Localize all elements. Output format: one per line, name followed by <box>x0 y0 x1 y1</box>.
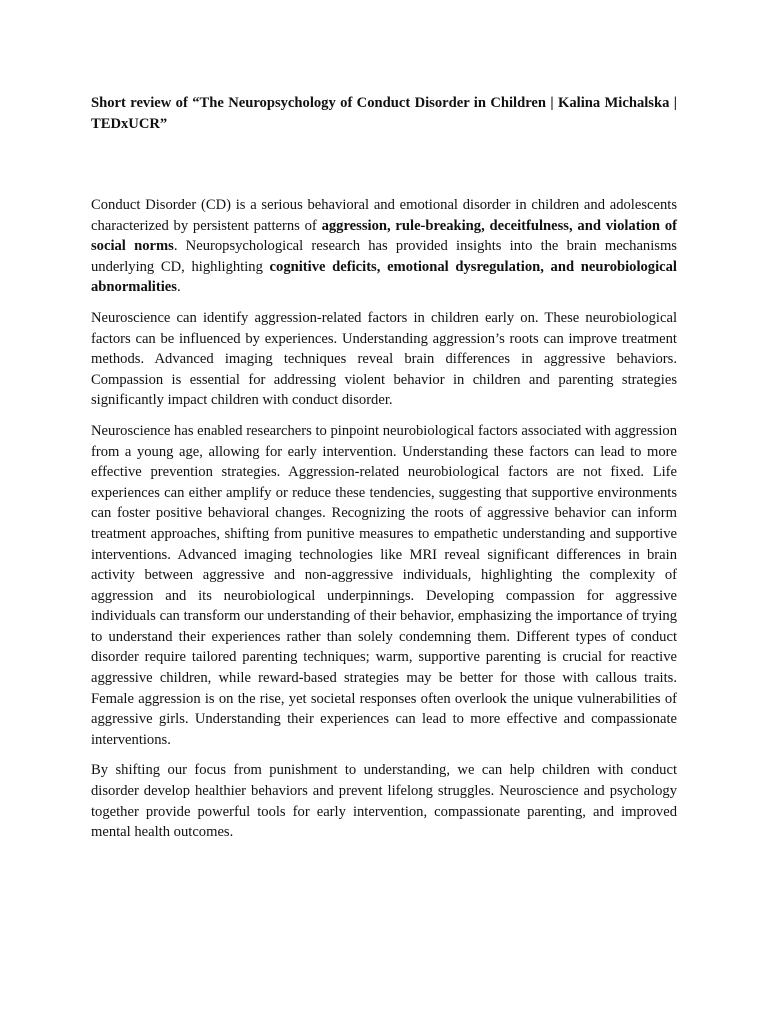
bold-phrase: aggression, rule-breaking, deceitfulness, and violation of social norms <box>91 217 677 255</box>
paragraph-conclusion <box>91 760 677 842</box>
paragraph-summary <box>91 308 677 411</box>
paragraph-intro <box>91 195 677 298</box>
paragraph-text: Neuroscience can identify aggression-related factors in children early on. These neurobiological factors can be influenced by experiences. Understanding aggression’s roots can improve treatment methods. Advanced imaging techniques reveal brain differences in aggressive behaviors. Compassion is essential for addressing violent behavior in children and parenting strategies significantly impact children with conduct disorder. <box>91 309 677 409</box>
paragraph-detail <box>91 421 677 751</box>
paragraph-text: Neuroscience has enabled researchers to pinpoint neurobiological factors associated with aggression from a young age, allowing for early intervention. Understanding these factors can lead to more effective prevention strategies. Aggression-related neurobiological factors are not fixed. Life experiences can either amplify or reduce these tendencies, suggesting that supportive environments can foster positive behavioral changes. Recognizing the roots of aggressive behavior can inform treatment approaches, shifting from punitive measures to empathetic understanding and supportive interventions. Advanced imaging technologies like MRI reveal significant differences in brain activity between aggressive and non-aggressive individuals, highlighting the complexity of aggression and its neurobiological underpinnings. Developing compassion for aggressive individuals can transform our understanding of their behavior, emphasizing the importance of trying to understand their experiences rather than solely condemning them. Different types of conduct disorder require tailored parenting techniques; warm, supportive parenting is crucial for reactive aggressive children, while reward-based strategies may be better for those with callous traits. Female aggression is on the rise, yet societal responses often overlook the unique vulnerabilities of aggressive girls. Understanding their experiences can lead to more effective and compassionate interventions. <box>91 422 677 748</box>
paragraph-text: By shifting our focus from punishment to understanding, we can help children with conduct disorder develop healthier behaviors and prevent lifelong struggles. Neuroscience and psychology together provide powerful tools for early intervention, compassionate parenting, and improved mental health outcomes. <box>91 762 677 841</box>
paragraph-text: Conduct Disorder (CD) is a serious behavioral and emotional disorder in children and adolescents characterized by persistent patterns of <box>91 197 677 234</box>
document-title: Short review of “The Neuropsychology of Conduct Disorder in Children | Kalina Michalska | TEDxUCR” <box>91 95 677 132</box>
paragraph-text: . Neuropsychological research has provided insights into the brain mechanisms underlying CD, highlighting <box>91 238 677 275</box>
paragraph-text: . <box>176 279 181 296</box>
bold-phrase: cognitive deficits, emotional dysregulation, and neurobiological abnormalities <box>91 258 677 296</box>
document-page <box>91 93 677 853</box>
